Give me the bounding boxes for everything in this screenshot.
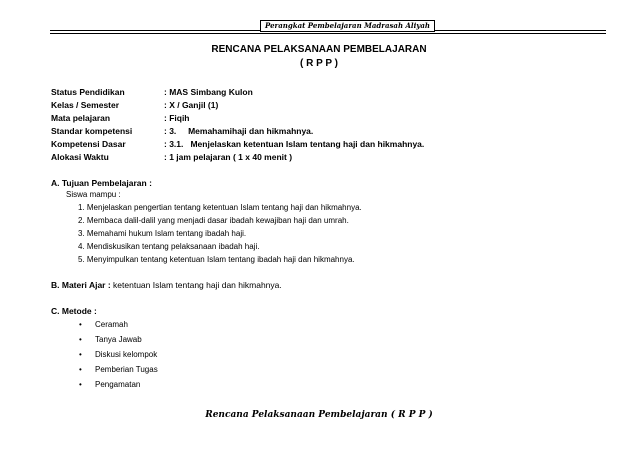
identity-key: Kelas / Semester — [51, 100, 120, 110]
identity-value: : 3.1. Menjelaskan ketentuan Islam tentang haji dan hikmahnya. — [164, 139, 425, 149]
objective-item: 3. Memahami hukum Islam tentang ibadah haji. — [78, 229, 247, 238]
objective-item: 2. Membaca dalil-dalil yang menjadi dasar ibadah kewajiban haji dan umrah. — [78, 216, 349, 225]
page-footer: Rencana Pelaksanaan Pembelajaran ( R P P ) — [205, 410, 433, 420]
section-a-heading: A. Tujuan Pembelajaran : — [51, 178, 152, 188]
section-b-heading: B. Materi Ajar : — [51, 280, 111, 290]
bullet-icon: • — [79, 350, 82, 359]
bullet-icon: • — [79, 380, 82, 389]
objective-item: 4. Mendiskusikan tentang pelaksanaan ibadah haji. — [78, 242, 260, 251]
method-item — [79, 320, 128, 329]
section-a-intro: Siswa mampu : — [66, 190, 121, 199]
bullet-icon: • — [79, 335, 82, 344]
method-label: Diskusi kelompok — [95, 350, 158, 359]
header-rule-bottom — [50, 33, 606, 34]
objective-item: 5. Menyimpulkan tentang ketentuan Islam tentang ibadah haji dan hikmahnya. — [78, 255, 355, 264]
identity-row — [51, 152, 292, 162]
method-item — [79, 380, 140, 389]
identity-row — [51, 113, 190, 123]
section-b — [51, 280, 282, 290]
identity-value: : X / Ganjil (1) — [164, 100, 219, 110]
identity-value: : 1 jam pelajaran ( 1 x 40 menit ) — [164, 152, 293, 162]
method-label: Ceramah — [95, 320, 128, 329]
method-item — [79, 335, 142, 344]
identity-key: Alokasi Waktu — [51, 152, 109, 162]
method-label: Pemberian Tugas — [95, 365, 158, 374]
identity-value: : 3. Memahamihaji dan hikmahnya. — [164, 126, 314, 136]
identity-row — [51, 126, 313, 136]
bullet-icon: • — [79, 320, 82, 329]
identity-key: Kompetensi Dasar — [51, 139, 126, 149]
identity-value: : Fiqih — [164, 113, 190, 123]
objective-item: 1. Menjelaskan pengertian tentang ketentuan Islam tentang haji dan hikmahnya. — [78, 203, 362, 212]
document-title: RENCANA PELAKSANAAN PEMBELAJARAN — [211, 44, 427, 55]
identity-key: Standar kompetensi — [51, 126, 133, 136]
identity-value: : MAS Simbang Kulon — [164, 87, 253, 97]
identity-key: Mata pelajaran — [51, 113, 111, 123]
method-label: Pengamatan — [95, 380, 141, 389]
method-item — [79, 350, 157, 359]
header-label: Perangkat Pembelajaran Madrasah Aliyah — [260, 20, 435, 32]
section-b-text: ketentuan Islam tentang haji dan hikmahnya. — [113, 280, 282, 290]
bullet-icon: • — [79, 365, 82, 374]
section-c-heading: C. Metode : — [51, 306, 97, 316]
method-label: Tanya Jawab — [95, 335, 142, 344]
identity-key: Status Pendidikan — [51, 87, 125, 97]
identity-row — [51, 139, 424, 149]
identity-row — [51, 87, 253, 97]
identity-row — [51, 100, 218, 110]
method-item — [79, 365, 158, 374]
document-subtitle: ( R P P ) — [300, 58, 338, 69]
